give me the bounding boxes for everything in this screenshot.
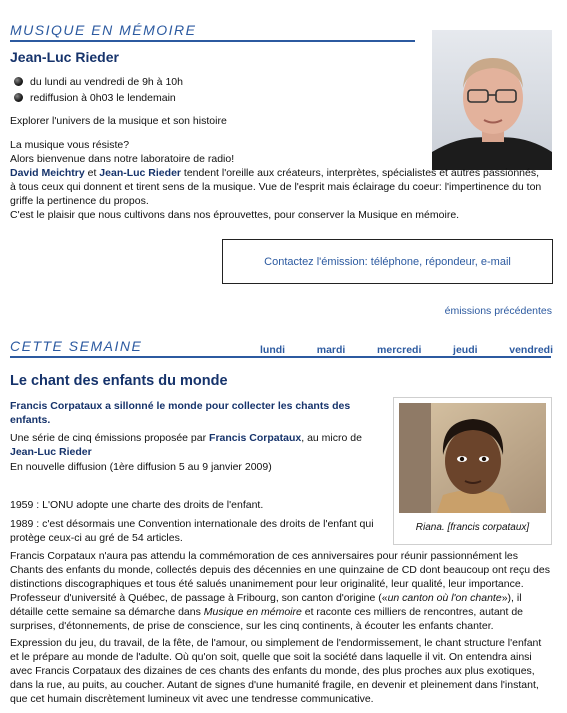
contact-box [222,239,553,284]
host-name-inline: Jean-Luc Rieder [99,167,181,179]
bullet-icon [14,77,23,86]
day-nav [260,343,553,357]
previous-shows-link[interactable]: émissions précédentes [444,305,552,317]
child-portrait-image [399,403,546,513]
episode-body-1: Francis Corpataux n'aura pas attendu la commémoration de ces anniversaires pour réunir passionnément les Chants des enfants du monde, collectés depuis des décennies en une quinzaine de CD dont beaucoup ont reçu des distinctions discographiques et tous été salués unanimement pour leur originalité, leur qualité, leur importance. Professeur d'université à Québec, de passage à Fribourg, son canton d'origine («un canton où l'on chante»), il détaille cette semaine sa démarche dans Musique en mémoire et raconte ces milliers de rencontres, autant de surprises, d'étonnements, de prise de conscience, sur les cinq continents, à écouter les enfants chanter. [10,550,550,632]
rediffusion-note: En nouvelle diffusion (1ère diffusion 5 au 9 janvier 2009) [10,461,272,473]
host-name: Jean-Luc Rieder [10,49,119,65]
fact-1959: 1959 : L'ONU adopte une charte des droits de l'enfant. [10,499,264,511]
episode-title: Le chant des enfants du monde [10,373,228,389]
fact-1989: 1989 : c'est désormais une Convention internationale des droits de l'enfant qui protège ceux-ci au gré de 54 articles. [10,518,374,544]
episode-body-2: Expression du jeu, du travail, de la fête, de l'amour, ou simplement de l'endormissement, le chant structure l'enfant et le prépare au monde de l'adulte. Où qu'on soit, quelle que soit la société dans laquelle il vit. On entendra ainsi avec Francis Corpataux des dizaines de ces chants des enfants du monde, des plus proches aux plus exotiques, dans la rue, au puits, au coucher. Autant de signes d'une humanité fragile, en devenir et pleinement dans l'instant, que cet humain discrètement lumineux vit avec une tendresse communicative. [10,637,542,705]
day-link-lundi[interactable]: lundi [260,344,286,356]
episode-photo [399,403,546,513]
day-link-mardi[interactable]: mardi [316,344,346,356]
episode-lead: Francis Corpataux a sillonné le monde pour collecter les chants des enfants. [10,400,351,426]
show-description: La musique vous résiste? Alors bienvenue dans notre laboratoire de radio! David Meichtry et Jean-Luc Rieder tendent l'oreille aux créateurs, interprètes, spécialistes et autres passionnés, à tous ceux qui donnent et tirent sens de la musique. Vue de l'esprit mais éclairage du coeur: l'impertinence du ton griffe la pertinence du propos. C'est le plaisir que nous cultivons dans nos éprouvettes, pour conserver la Musique en mémoire. [10,139,542,221]
schedule-item: du lundi au vendredi de 9h à 10h [12,74,183,90]
photo-caption: Riana. [francis corpataux] [415,522,530,533]
section-title-musique: MUSIQUE EN MÉMOIRE [10,22,415,42]
day-link-jeudi[interactable]: jeudi [453,344,478,356]
producer-name: David Meichtry [10,167,85,179]
section-title-semaine: CETTE SEMAINE [10,338,551,358]
schedule-item: rediffusion à 0h03 le lendemain [12,90,183,106]
episode-series: Une série de cinq émissions proposée par Francis Corpataux, au micro de Jean-Luc Rieder [10,432,362,458]
day-link-vendredi[interactable]: vendredi [509,344,553,356]
schedule-list [12,74,183,106]
bullet-icon [14,93,23,102]
day-link-mercredi[interactable]: mercredi [377,344,422,356]
contact-link[interactable]: Contactez l'émission: téléphone, répondeur, e-mail [264,255,511,268]
episode-photo-box [393,397,552,545]
show-intro: Explorer l'univers de la musique et son histoire [10,115,227,127]
